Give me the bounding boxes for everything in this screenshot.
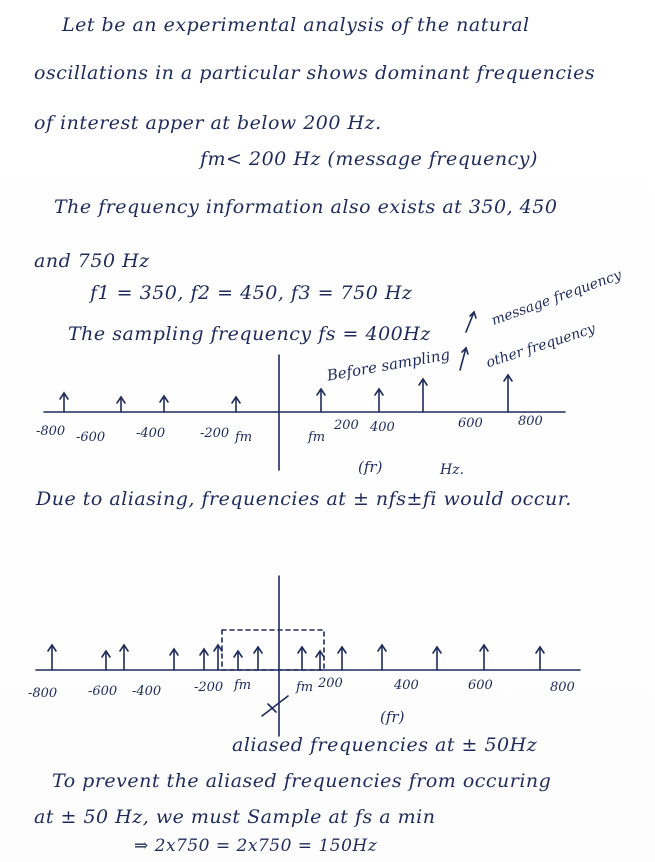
- text-line-7: f1 = 350, f2 = 450, f3 = 750 Hz: [90, 282, 413, 304]
- plot1-axis-label: (fr): [358, 458, 383, 476]
- plot1-tick--800: -800: [36, 424, 66, 439]
- plot1-tick-800: 800: [518, 414, 543, 429]
- plot1-legend-other: other frequency: [484, 320, 598, 372]
- plot1-tick--600: -600: [76, 430, 106, 445]
- plot2-tick-fm-neg: fm: [234, 678, 252, 693]
- plot2-tick--400: -400: [132, 684, 162, 699]
- plot2-tick-400: 400: [394, 678, 419, 693]
- plot2-axis-label: (fr): [380, 708, 405, 726]
- text-line-13: ⇒ 2x750 = 2x750 = 150Hz: [134, 836, 378, 856]
- text-line-10: aliased frequencies at ± 50Hz: [232, 734, 538, 756]
- plot1-tick-fm-pos: fm: [308, 430, 326, 445]
- plot1-tick-fm-neg: fm: [235, 430, 253, 445]
- plot1-tick-600: 600: [458, 416, 483, 431]
- text-line-5: The frequency information also exists at 350, 450: [54, 196, 558, 218]
- plot2-tick-800: 800: [550, 680, 575, 695]
- plot2-tick-fm-pos: fm: [296, 680, 314, 695]
- text-line-4: fm< 200 Hz (message frequency): [200, 148, 538, 170]
- plot2-tick-600: 600: [468, 678, 493, 693]
- plot1-tick--400: -400: [136, 426, 166, 441]
- text-line-3: of interest apper at below 200 Hz.: [34, 112, 382, 134]
- plot2-tick--800: -800: [28, 686, 58, 701]
- plot1-tick--200: -200: [200, 426, 230, 441]
- plot2-tick--200: -200: [194, 680, 224, 695]
- plot1-tick-400: 400: [370, 420, 395, 435]
- text-line-1: Let be an experimental analysis of the natural: [62, 14, 530, 36]
- plot2-tick-200: 200: [318, 676, 343, 691]
- plot2-tick--600: -600: [88, 684, 118, 699]
- plot1-unit: Hz.: [440, 462, 465, 478]
- plot1-legend-message: message frequency: [489, 267, 624, 329]
- text-line-2: oscillations in a particular shows dominant frequencies: [34, 62, 596, 84]
- plot1-arrows: [60, 375, 512, 412]
- text-line-12: at ± 50 Hz, we must Sample at fs a min: [34, 806, 436, 828]
- text-line-8: The sampling frequency fs = 400Hz: [68, 323, 431, 345]
- text-line-9: Due to aliasing, frequencies at ± nfs±fi would occur.: [36, 488, 572, 510]
- text-line-6: and 750 Hz: [34, 250, 150, 272]
- plot2-arrows: [48, 645, 544, 670]
- text-line-11: To prevent the aliased frequencies from occuring: [52, 770, 552, 792]
- plot1-title: Before sampling: [325, 345, 452, 385]
- plot1-tick-200: 200: [334, 418, 359, 433]
